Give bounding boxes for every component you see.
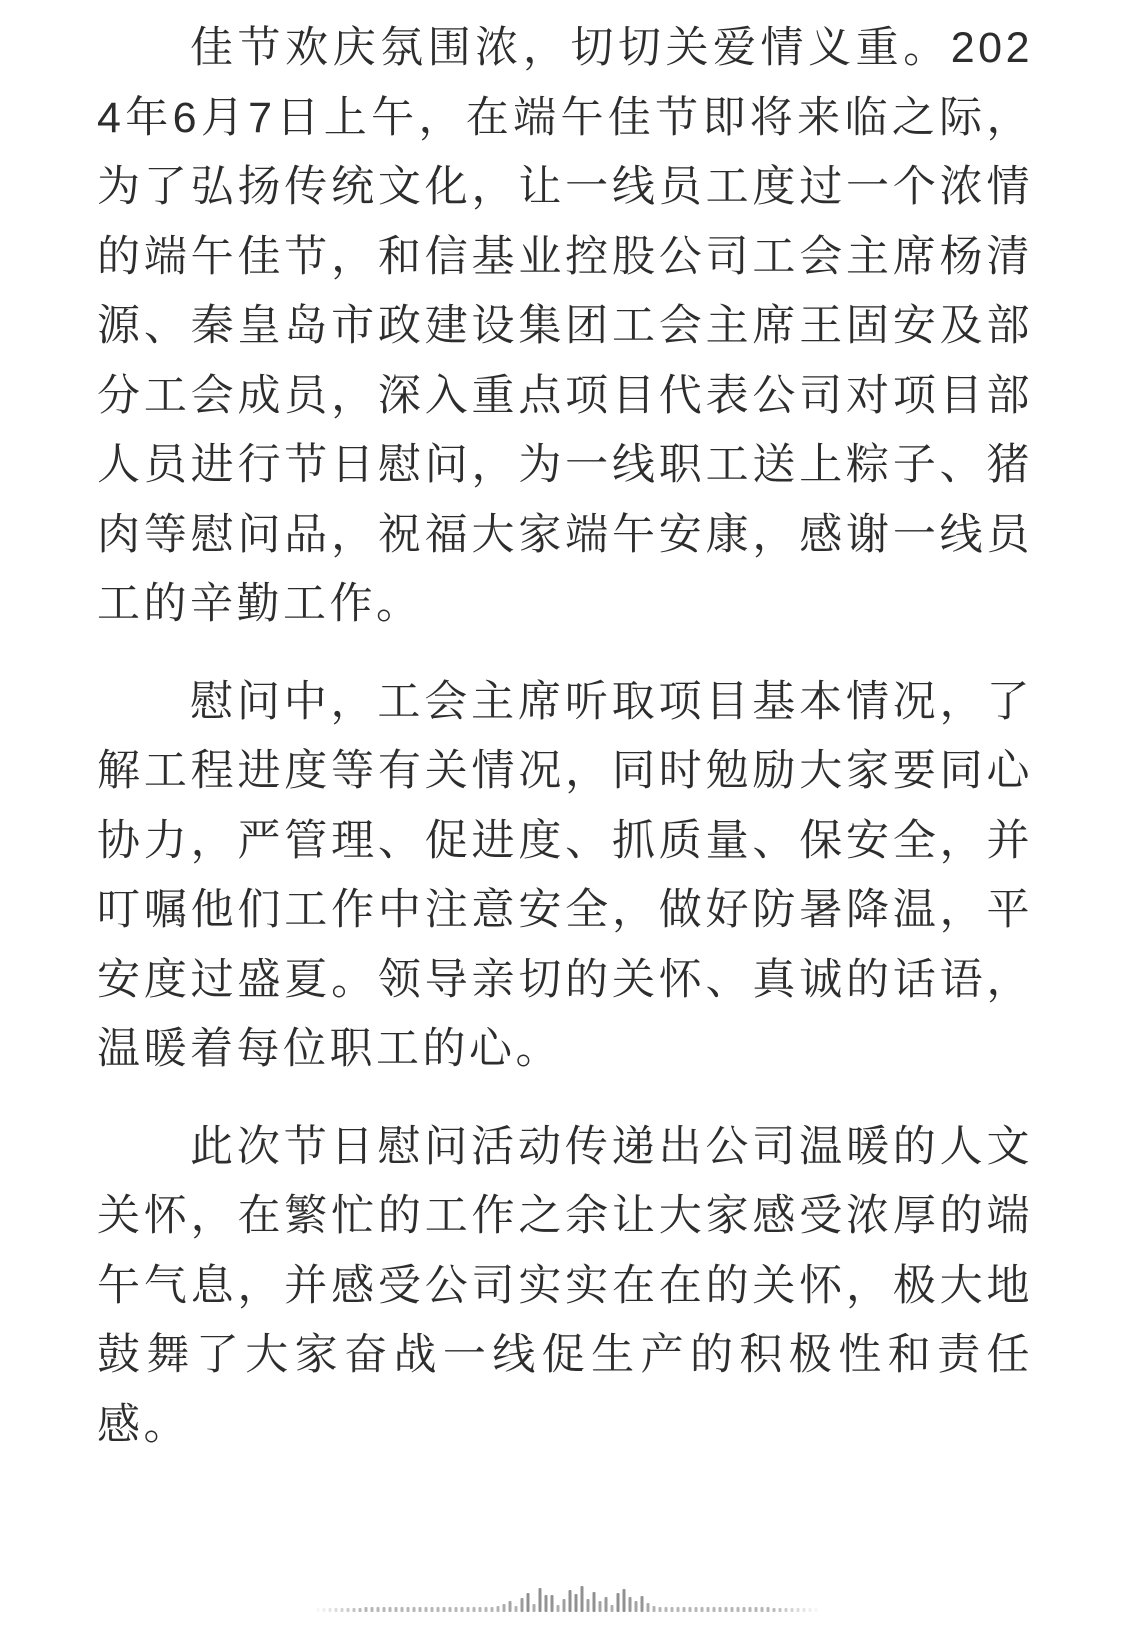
waveform-bar xyxy=(382,1607,385,1612)
waveform-bar xyxy=(670,1607,673,1612)
waveform-bar xyxy=(466,1607,469,1612)
waveform-bar xyxy=(724,1607,727,1612)
waveform-bar xyxy=(388,1607,391,1612)
waveform-bar xyxy=(766,1607,769,1612)
waveform-bar xyxy=(808,1608,811,1612)
waveform-bar xyxy=(550,1595,553,1612)
audio-waveform[interactable] xyxy=(316,1584,817,1612)
waveform-bar xyxy=(526,1593,529,1612)
waveform-bar xyxy=(676,1607,679,1612)
waveform-bar xyxy=(736,1607,739,1612)
waveform-bar xyxy=(406,1607,409,1612)
waveform-bar xyxy=(796,1608,799,1612)
waveform-bar xyxy=(706,1607,709,1612)
waveform-bar xyxy=(718,1607,721,1612)
waveform-bar xyxy=(568,1590,571,1612)
waveform-bar xyxy=(610,1605,613,1612)
waveform-bar xyxy=(376,1607,379,1612)
waveform-bar xyxy=(430,1607,433,1612)
waveform-bar xyxy=(496,1606,499,1612)
waveform-bar xyxy=(592,1592,595,1612)
waveform-bar xyxy=(316,1608,319,1612)
waveform-bar xyxy=(682,1607,685,1612)
waveform-bar xyxy=(730,1607,733,1612)
waveform-bar xyxy=(454,1607,457,1612)
waveform-bar xyxy=(400,1607,403,1612)
waveform-bar xyxy=(616,1593,619,1612)
paragraph-1: 佳节欢庆氛围浓，切切关爱情义重。2024年6月7日上午，在端午佳节即将来临之际，为了弘扬传统文化，让一线员工度过一个浓情的端午佳节，和信基业控股公司工会主席杨清源、秦皇岛市政建设集团工会主席王固安及部分工会成员，深入重点项目代表公司对项目部人员进行节日慰问，为一线职工送上粽子、猪肉等慰问品，祝福大家端午安康，感谢一线员工的辛勤工作。 xyxy=(97,24,1033,628)
waveform-bar xyxy=(538,1588,541,1612)
waveform-bar xyxy=(484,1607,487,1612)
waveform-bar xyxy=(352,1608,355,1612)
waveform-bar xyxy=(586,1599,589,1612)
paragraph-3: 此次节日慰问活动传递出公司温暖的人文关怀，在繁忙的工作之余让大家感受浓厚的端午气息，并感受公司实实在在的关怀，极大地鼓舞了大家奋战一线促生产的积极性和责任感。 xyxy=(97,1122,1033,1449)
waveform-bar xyxy=(520,1598,523,1612)
waveform-bar xyxy=(502,1604,505,1612)
waveform-bar xyxy=(646,1603,649,1612)
waveform-bar xyxy=(424,1607,427,1612)
waveform-bar xyxy=(358,1608,361,1612)
waveform-bar xyxy=(790,1608,793,1612)
waveform-bar xyxy=(802,1608,805,1612)
waveform-bar xyxy=(712,1607,715,1612)
waveform-bar xyxy=(472,1607,475,1612)
waveform-bar xyxy=(394,1607,397,1612)
waveform-bar xyxy=(640,1596,643,1612)
waveform-bar xyxy=(514,1606,517,1612)
waveform-bar xyxy=(364,1607,367,1612)
waveform-bar xyxy=(478,1607,481,1612)
waveform-bar xyxy=(412,1607,415,1612)
waveform-bar xyxy=(634,1601,637,1612)
waveform-bar xyxy=(778,1608,781,1612)
waveform-bar xyxy=(814,1608,817,1612)
waveform-bar xyxy=(436,1607,439,1612)
waveform-bar xyxy=(442,1607,445,1612)
waveform-bar xyxy=(334,1608,337,1612)
waveform-bar xyxy=(340,1608,343,1612)
waveform-bar xyxy=(556,1605,559,1612)
waveform-bar xyxy=(574,1594,577,1612)
waveform-bar xyxy=(418,1607,421,1612)
waveform-bar xyxy=(688,1607,691,1612)
waveform-bar xyxy=(322,1608,325,1612)
waveform-bar xyxy=(628,1597,631,1612)
waveform-bar xyxy=(754,1607,757,1612)
waveform-bar xyxy=(562,1599,565,1612)
waveform-bar xyxy=(346,1608,349,1612)
waveform-bar xyxy=(544,1595,547,1612)
waveform-bar xyxy=(490,1607,493,1612)
waveform-bar xyxy=(664,1607,667,1612)
waveform-bar xyxy=(598,1601,601,1612)
waveform-bar xyxy=(604,1597,607,1612)
waveform-bar xyxy=(772,1608,775,1612)
waveform-bar xyxy=(532,1604,535,1612)
paragraph-2: 慰问中，工会主席听取项目基本情况，了解工程进度等有关情况，同时勉励大家要同心协力，严管理、促进度、抓质量、保安全，并叮嘱他们工作中注意安全，做好防暑降温，平安度过盛夏。领导亲切的关怀、真诚的话语，温暖着每位职工的心。 xyxy=(97,677,1033,1073)
waveform-bar xyxy=(742,1607,745,1612)
waveform-bar xyxy=(460,1607,463,1612)
waveform-bar xyxy=(658,1607,661,1612)
article-body xyxy=(97,14,1033,1488)
waveform-bar xyxy=(760,1607,763,1612)
waveform-bar xyxy=(580,1586,583,1612)
waveform-bar xyxy=(370,1607,373,1612)
waveform-bar xyxy=(328,1608,331,1612)
waveform-bar xyxy=(448,1607,451,1612)
waveform-bar xyxy=(508,1601,511,1612)
waveform-bar xyxy=(700,1607,703,1612)
waveform-bar xyxy=(622,1589,625,1612)
waveform-bar xyxy=(652,1606,655,1612)
waveform-bar xyxy=(694,1607,697,1612)
waveform-bar xyxy=(784,1608,787,1612)
waveform-bar xyxy=(748,1607,751,1612)
